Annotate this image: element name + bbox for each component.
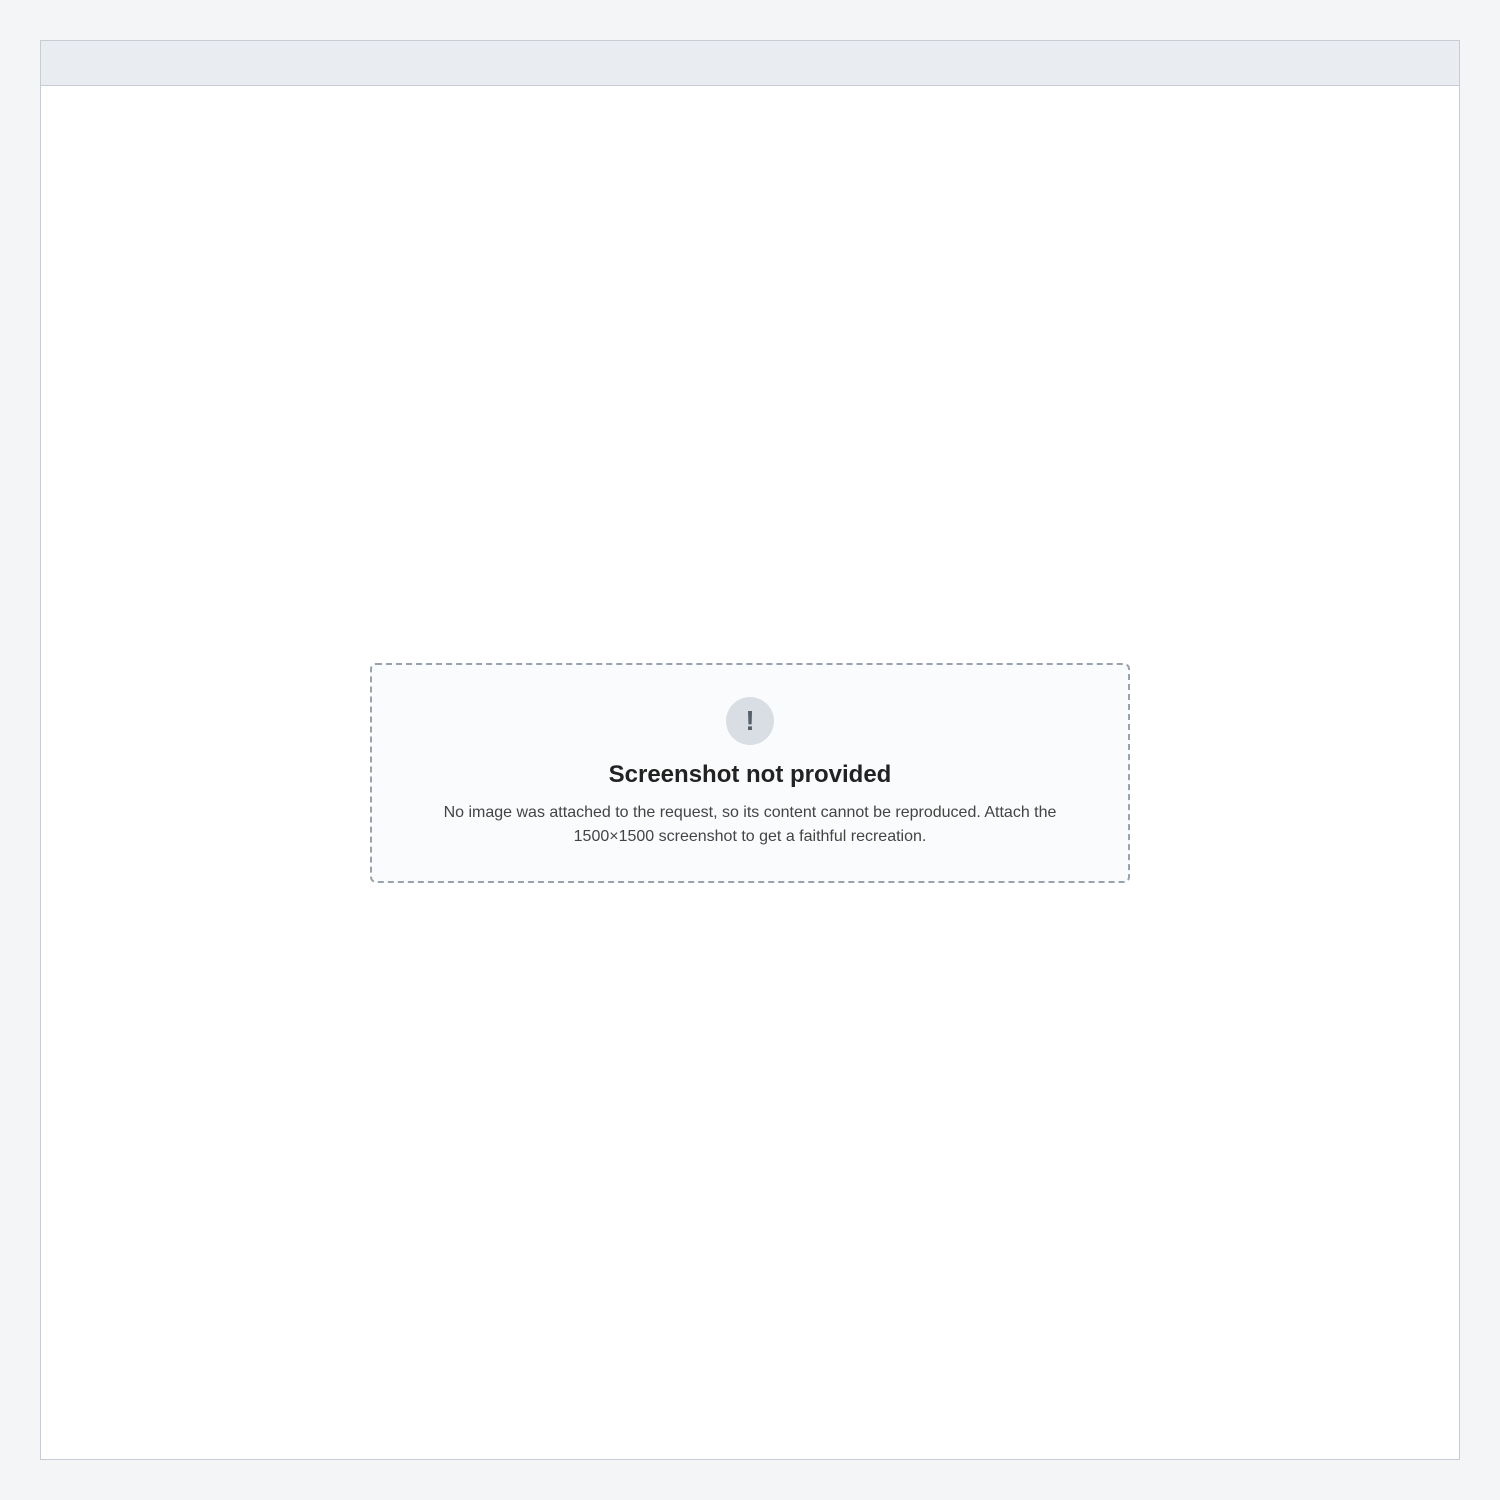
missing-image-notice <box>370 663 1130 883</box>
image-missing-icon: ! <box>726 697 774 745</box>
notice-heading: Screenshot not provided <box>608 760 892 788</box>
main-content <box>41 86 1459 1459</box>
app-window <box>40 40 1460 1460</box>
title-bar <box>41 41 1459 86</box>
notice-body: No image was attached to the request, so its content cannot be reproduced. Attach the 1500×1500 screenshot to get a faithful recreation. <box>443 803 1057 845</box>
